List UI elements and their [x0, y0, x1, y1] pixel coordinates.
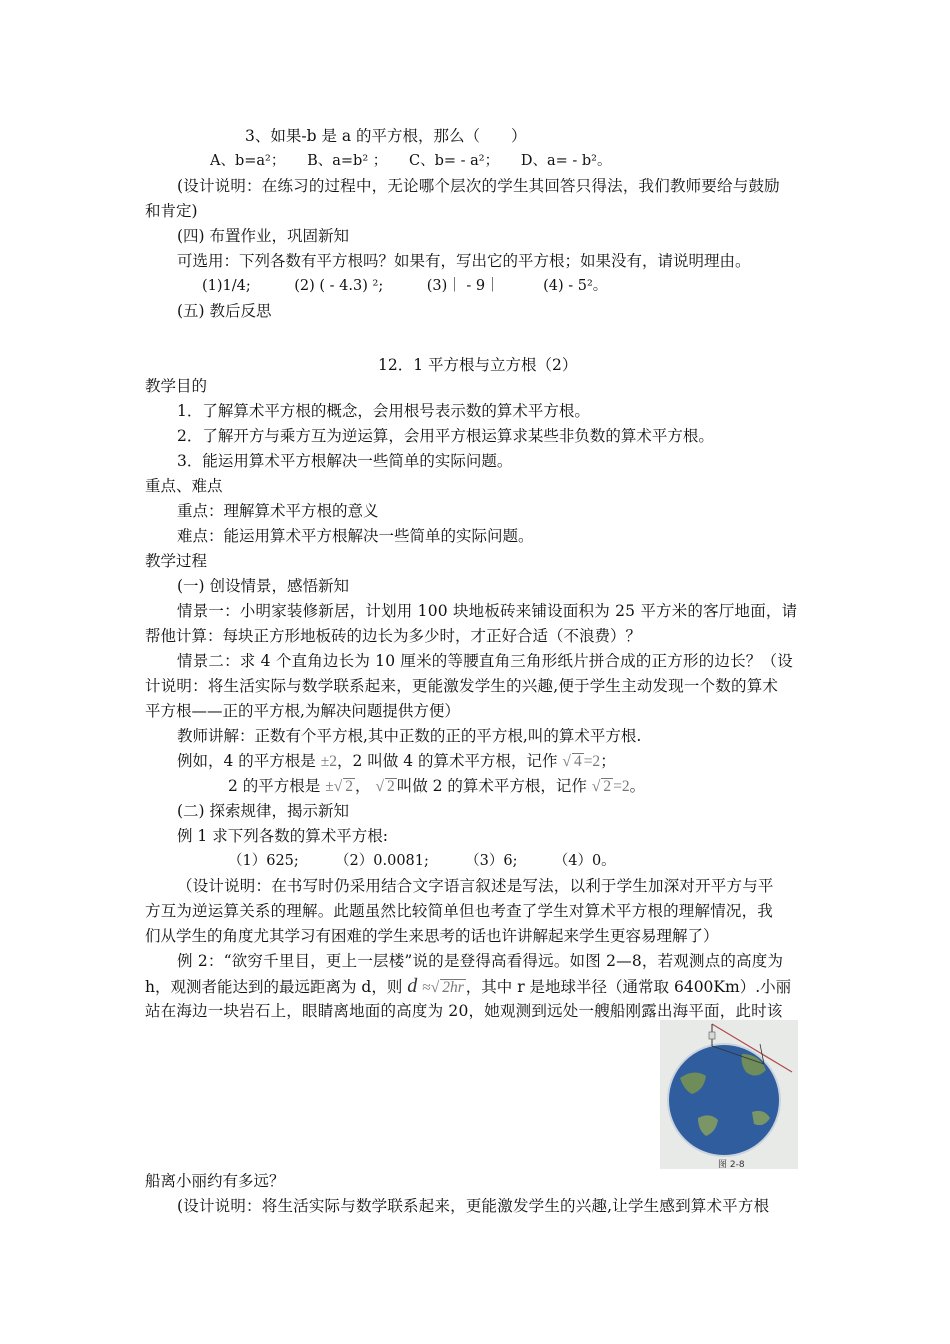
process-heading: 教学过程	[145, 552, 208, 570]
design-note-3: (设计说明：将生活实际与数学联系起来，更能激发学生的兴趣,让学生感到算术平方根	[177, 1197, 770, 1215]
formula-d: d	[407, 975, 418, 997]
key-point: 重点：理解算术平方根的意义	[177, 502, 379, 520]
example-2-equals: =2	[613, 778, 630, 795]
example-2-problem-line2	[145, 976, 791, 998]
question-3-options: A、b=a²； B、a=b² ； C、b= - a²； D、a= - b²。	[210, 153, 612, 169]
example-4-plus-minus: ±2	[320, 753, 337, 770]
example-2-text-a: 2 的平方根是	[228, 777, 326, 795]
lesson-title: 12．1 平方根与立方根（2）	[378, 356, 578, 374]
formula-radicand: 2hr	[442, 979, 464, 996]
example-4-end: ；	[600, 752, 616, 770]
example-2-end: 。	[629, 777, 646, 795]
design-note-1-line1: (设计说明：在练习的过程中，无论哪个层次的学生其回答只得法，我们教师要给与鼓励	[177, 177, 780, 195]
example-2-problem-text-b: ，其中 r 是地球半径（通常取 6400Km）.小丽	[465, 978, 792, 996]
example-2-line	[228, 776, 645, 797]
earth-globe-illustration	[660, 1020, 798, 1169]
example-2-problem-text-a: h，观测者能达到的最远距离为 d，则	[145, 978, 408, 996]
formula-sqrt-symbol: √	[430, 979, 440, 996]
scene-1-line1: 情景一：小明家装修新居，计划用 100 块地板砖来铺设面积为 25 平方米的客厅地面，请	[177, 602, 798, 620]
question-3: 3、如果-b 是 a 的平方根，那么（ ）	[245, 127, 527, 145]
homework-items: (1)1/4; (2) ( - 4.3) ²; (3)｜ - 9｜ (4) - 5²。	[202, 278, 608, 294]
design-note-2-line1: （设计说明：在书写时仍采用结合文字语言叙述是写法，以利于学生加深对开平方与平	[177, 877, 774, 895]
scene-2-line2: 计说明：将生活实际与数学联系起来，更能激发学生的兴趣,便于学生主动发现一个数的算术	[145, 677, 779, 695]
goals-heading: 教学目的	[145, 377, 208, 395]
example-4-line	[177, 751, 616, 772]
example-2-problem-line3: 站在海边一块岩石上，眼睛离地面的高度为 20，她观测到远处一艘船刚露出海平面，此时该	[145, 1002, 783, 1020]
section-2-heading: (二) 探索规律，揭示新知	[177, 802, 350, 820]
example-2-comma: ，	[355, 777, 376, 795]
example-2-sqrt-symbol-3: √	[591, 778, 601, 795]
example-1-heading: 例 1 求下列各数的算术平方根:	[177, 827, 388, 845]
example-2-sqrt-symbol: √	[333, 778, 343, 795]
difficult-point: 难点：能运用算术平方根解决一些简单的实际问题。	[177, 527, 534, 545]
section-4-heading: (四) 布置作业，巩固新知	[177, 227, 350, 245]
earth-figure	[660, 1020, 798, 1169]
example-2-problem-line1: 例 2：“欲穷千里目，更上一层楼”说的是登得高看得远。如图 2—8，若观测点的高度为	[177, 952, 784, 970]
example-2-problem-line4: 船离小丽约有多远？	[145, 1172, 285, 1190]
key-difficult-heading: 重点、难点	[145, 477, 223, 495]
example-2-radicand: 2	[345, 778, 353, 795]
goal-2: 2．了解开方与乘方互为逆运算，会用平方根运算求某些非负数的算术平方根。	[177, 427, 714, 445]
design-note-2-line2: 方互为逆运算关系的理解。此题虽然比较简单但也考查了学生对算术平方根的理解情况，我	[145, 902, 774, 920]
homework-intro: 可选用：下列各数有平方根吗？如果有，写出它的平方根；如果没有，请说明理由。	[177, 252, 751, 270]
example-4-radicand: 4	[573, 753, 582, 770]
section-5-heading: (五) 教后反思	[177, 302, 272, 320]
example-4-sqrt-symbol: √	[562, 753, 571, 770]
figure-caption: 图 2-8	[718, 1160, 745, 1170]
design-note-1-line2: 和肯定)	[145, 202, 198, 220]
goal-3: 3．能运用算术平方根解决一些简单的实际问题。	[177, 452, 513, 470]
scene-2-line1: 情景二：求 4 个直角边长为 10 厘米的等腰直角三角形纸片拼合成的正方形的边长？（设	[177, 652, 793, 670]
example-2-radicand-3: 2	[603, 778, 612, 795]
scene-2-line3: 平方根——正的平方根,为解决问题提供方便）	[145, 702, 460, 720]
goal-1: 1．了解算术平方根的概念，会用根号表示数的算术平方根。	[177, 402, 590, 420]
teacher-explanation: 教师讲解：正数有个平方根,其中正数的正的平方根,叫的算术平方根.	[177, 727, 642, 745]
scene-1-line2: 帮他计算：每块正方形地板砖的边长为多少时，才正好合适（不浪费）？	[145, 627, 642, 645]
example-4-equals: =2	[583, 753, 601, 770]
formula-approx: ≈	[422, 979, 431, 996]
example-1-items: （1）625; （2）0.0081; （3）6; （4）0。	[228, 853, 616, 869]
example-2-sqrt-symbol-2: √	[375, 778, 384, 795]
section-1-heading: (一) 创设情景，感悟新知	[177, 577, 350, 595]
design-note-2-line3: 们从学生的角度尤其学习有困难的学生来思考的话也许讲解起来学生更容易理解了）	[145, 927, 719, 945]
example-4-text-a: 例如，4 的平方根是	[177, 752, 321, 770]
example-2-plus-minus: ±	[325, 778, 334, 795]
example-2-text-b: 叫做 2 的算术平方根，记作	[396, 777, 592, 795]
example-4-text-b: ，2 叫做 4 的算术平方根，记作	[336, 752, 563, 770]
example-2-radicand-2: 2	[386, 778, 395, 795]
